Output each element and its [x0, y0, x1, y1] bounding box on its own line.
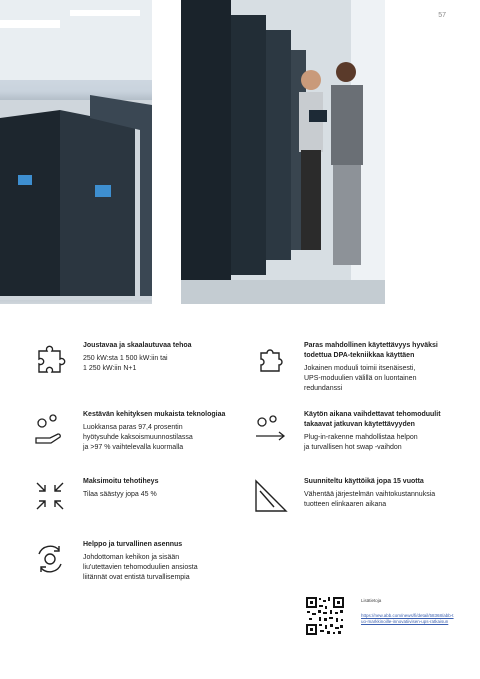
- feature-text-line: Jokainen moduuli toimii itsenäisesti,: [304, 365, 416, 372]
- qr-code[interactable]: [305, 596, 345, 636]
- gears-hand-icon: [31, 410, 69, 448]
- feature-text-line: tuotteen elinkaaren aikana: [304, 501, 387, 508]
- feature-text-line: Plug-in-rakenne mahdollistaa helpon: [304, 434, 418, 441]
- more-info-label: Lisätietoja: [361, 598, 382, 603]
- feature-hotswap: [304, 410, 454, 453]
- feature-lifetime: [304, 477, 454, 510]
- compress-arrows-icon: [31, 477, 69, 515]
- feature-availability: [304, 341, 454, 394]
- feature-title: Käytön aikana vaihdettavat tehomoduulit takaavat jatkuvan käytettävyyden: [304, 411, 441, 428]
- feature-text-line: ja turvallisen hot swap -vaihdon: [304, 444, 402, 451]
- engineers-at-server-illustration: [181, 0, 385, 304]
- feature-install: [83, 540, 253, 583]
- feature-text-line: 1 250 kW:iin N+1: [83, 365, 137, 372]
- more-info-link[interactable]: https://new.abb.com/news/fi/detail/58368/abb-tuo-markkinoille-innovatiivisen-ups-ratkaisun: [361, 613, 454, 624]
- feature-title: Paras mahdollinen käytettävyys hyväksi todettua DPA-tekniikkaa käyttäen: [304, 342, 438, 359]
- datacenter-photo-left: [0, 0, 152, 304]
- feature-text-line: UPS-moduulien välillä on luontainen: [304, 375, 417, 382]
- feature-text-line: hyötysuhde kaksoismuunnostilassa: [83, 434, 193, 441]
- datacenter-photo-right: [181, 0, 385, 304]
- feature-text-line: Luokkansa paras 97,4 prosentin: [83, 424, 183, 431]
- feature-text-line: liu'utettavien tehomoduulien ansiosta: [83, 564, 198, 571]
- puzzle-pieces-icon: [31, 341, 69, 379]
- feature-title: Helppo ja turvallinen asennus: [83, 541, 183, 548]
- puzzle-piece-icon: [252, 341, 290, 379]
- feature-text-line: redundanssi: [304, 385, 343, 392]
- feature-text-line: Tilaa säästyy jopa 45 %: [83, 491, 157, 498]
- page-number: 57: [438, 12, 446, 19]
- feature-text-line: Vähentää järjestelmän vaihtokustannuksia: [304, 491, 436, 498]
- feature-text-line: 250 kW:sta 1 500 kW:iin tai: [83, 355, 168, 362]
- feature-technology: [83, 410, 253, 453]
- feature-title: Joustavaa ja skaalautuvaa tehoa: [83, 342, 192, 349]
- feature-title: Maksimoitu tehotiheys: [83, 478, 159, 485]
- feature-text-line: Johdottoman kehikon ja sisään: [83, 554, 180, 561]
- gear-cycle-icon: [31, 540, 69, 578]
- feature-text-line: ja >97 % vaihtelevalla kuormalla: [83, 444, 184, 451]
- feature-flexible: [83, 341, 253, 374]
- gears-arrow-icon: [252, 410, 290, 448]
- server-racks-illustration: [0, 0, 152, 304]
- feature-text-line: liitännät ovat entistä turvallisempia: [83, 574, 190, 581]
- decline-triangle-icon: [252, 477, 290, 515]
- feature-title: Kestävän kehityksen mukaista teknologiaa: [83, 411, 226, 418]
- feature-density: [83, 477, 253, 500]
- feature-title: Suunniteltu käyttöikä jopa 15 vuotta: [304, 478, 424, 485]
